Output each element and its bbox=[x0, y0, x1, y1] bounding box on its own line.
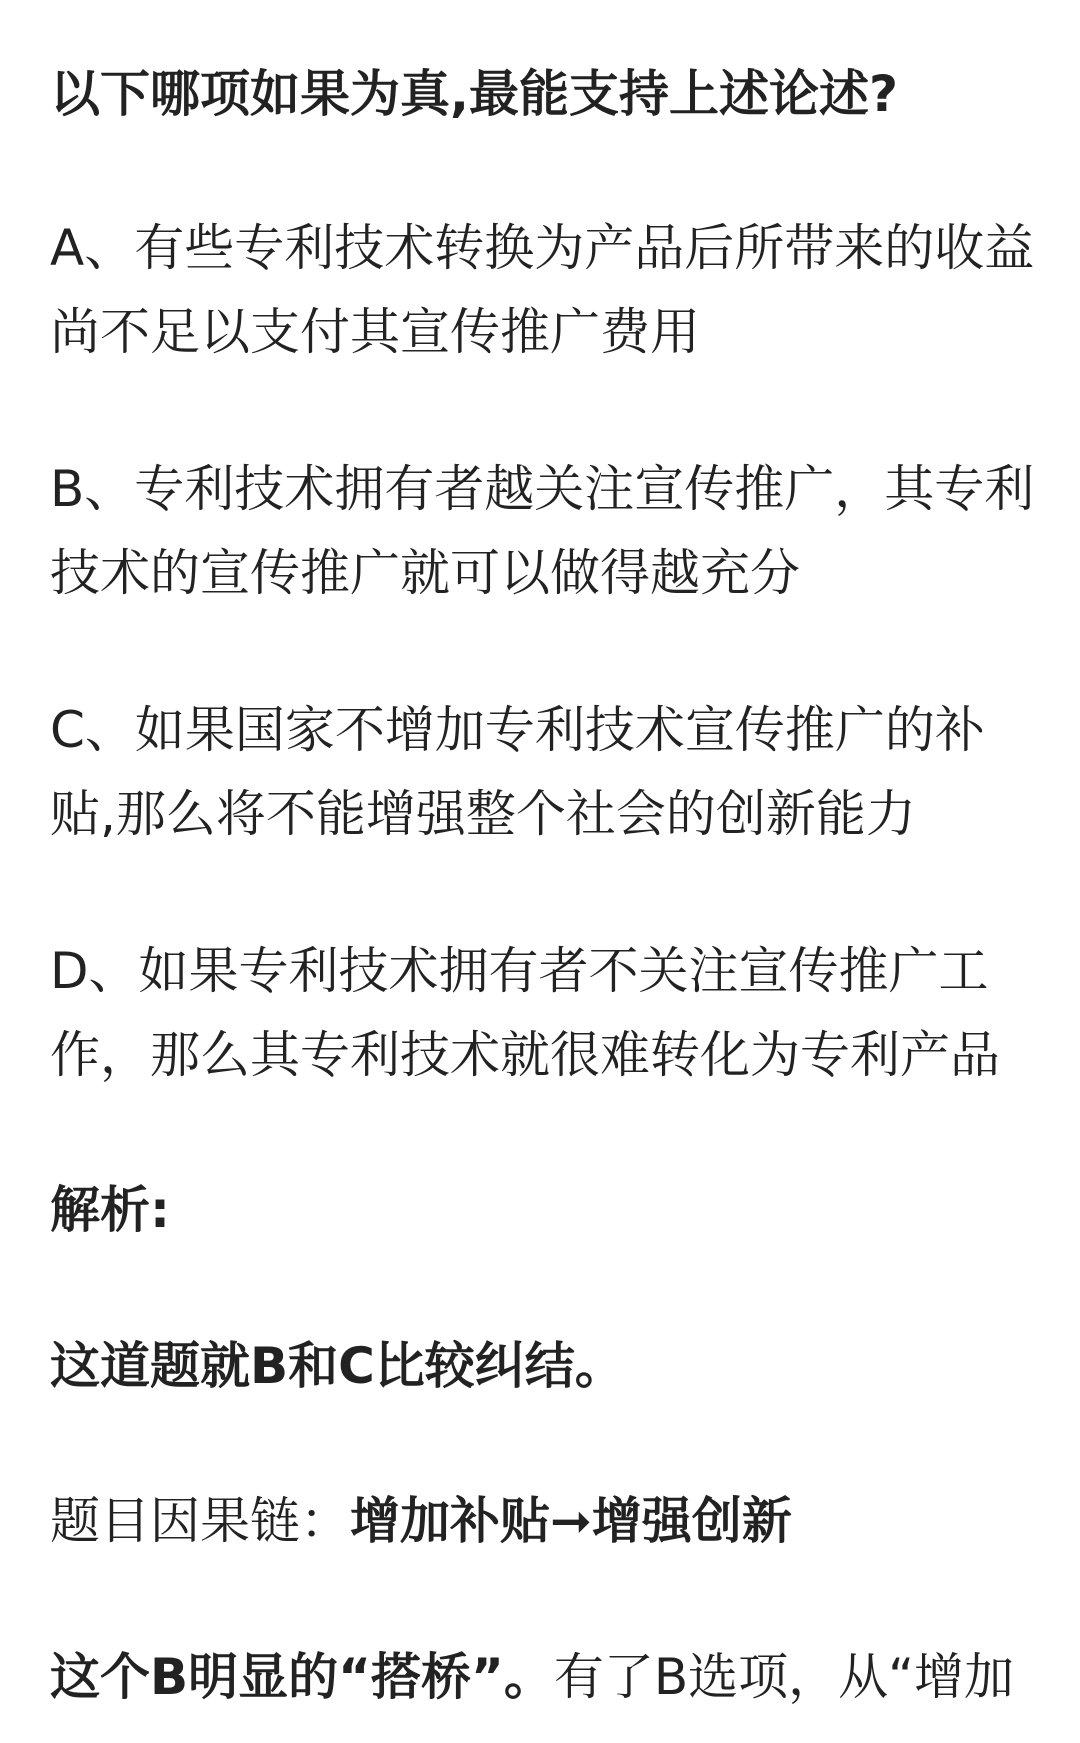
summary-text: 这道题就B和C比较纠结。 bbox=[50, 1337, 625, 1395]
bridge-text bbox=[50, 1635, 1040, 1719]
option-d: D、如果专利技术拥有者不关注宣传推广工作，那么其专利技术就很难转化为专利产品 bbox=[50, 942, 1000, 1084]
option-c: C、如果国家不增加专利技术宣传推广的补贴,那么将不能增强整个社会的创新能力 bbox=[50, 701, 985, 843]
causal-chain-value: 增加补贴➞增强创新 bbox=[350, 1492, 792, 1550]
causal-chain-label: 题目因果链： bbox=[50, 1492, 350, 1550]
bridge-bold-part: 这个B明显的“搭桥”。 bbox=[50, 1648, 554, 1706]
option-b: B、专利技术拥有者越关注宣传推广，其专利技术的宣传推广就可以做得越充分 bbox=[50, 460, 1035, 602]
bridge-normal-part: 有了B选项，从“增加 bbox=[553, 1648, 1015, 1706]
option-a: A、有些专利技术转换为产品后所带来的收益尚不足以支付其宣传推广费用 bbox=[50, 219, 1035, 361]
analysis-heading: 解析: bbox=[50, 1181, 170, 1239]
causal-chain bbox=[50, 1479, 1040, 1563]
question-text: 以下哪项如果为真,最能支持上述论述? bbox=[50, 65, 898, 123]
